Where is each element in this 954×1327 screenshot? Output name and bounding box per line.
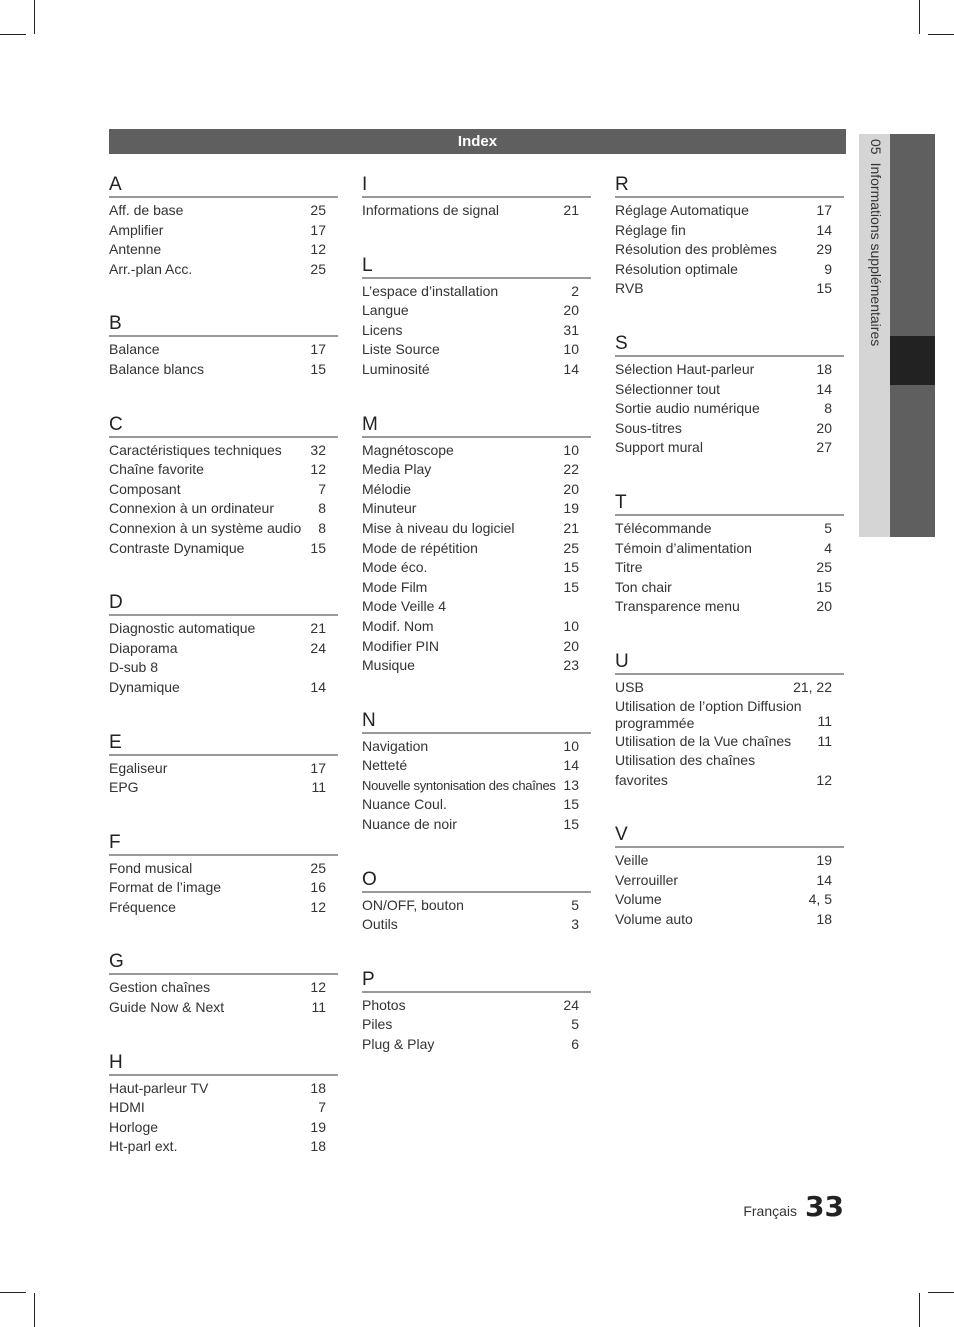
entry-page: 25 <box>310 859 326 876</box>
entry-term: Contraste Dynamique <box>109 539 245 556</box>
entry-term: Gestion chaînes <box>109 979 211 996</box>
section-letter: L <box>362 255 591 279</box>
entry-page: 8 <box>318 519 326 536</box>
index-entry <box>615 380 844 400</box>
entry-term: Connexion à un ordinateur <box>109 500 275 517</box>
index-entry <box>362 737 591 757</box>
index-entry <box>362 896 591 916</box>
entry-term: Licens <box>362 321 403 338</box>
entry-page: 19 <box>816 852 832 869</box>
entry-term: Photos <box>362 996 406 1013</box>
entry-page: 7 <box>318 480 326 497</box>
entry-term: Titre <box>615 559 643 576</box>
entry-page: 15 <box>563 816 579 833</box>
index-section-p <box>362 969 591 1055</box>
entry-page: 20 <box>563 302 579 319</box>
index-entry <box>109 998 338 1018</box>
entry-page: 20 <box>563 480 579 497</box>
index-entry <box>109 441 338 461</box>
entry-page: 9 <box>824 260 832 277</box>
footer-language: Français <box>743 1203 798 1219</box>
index-entry <box>362 996 591 1016</box>
index-entry <box>109 678 338 698</box>
entry-page: 25 <box>310 202 326 218</box>
index-entry <box>109 360 338 380</box>
entry-page: 6 <box>571 1036 579 1053</box>
entry-term: Amplifier <box>109 221 164 238</box>
index-entry <box>615 732 844 752</box>
crop-mark <box>34 0 35 34</box>
entry-term: D-sub 8 <box>109 659 159 676</box>
index-entry <box>109 1098 338 1118</box>
index-entry <box>615 260 844 280</box>
entry-page: 21, 22 <box>793 678 832 695</box>
index-entry <box>109 260 338 280</box>
entry-page: 17 <box>310 759 326 776</box>
entry-page: 18 <box>816 911 832 928</box>
index-entry <box>109 460 338 480</box>
index-entry <box>362 301 591 321</box>
entry-term: Egaliseur <box>109 759 168 776</box>
chapter-number: 05 <box>868 139 884 155</box>
entry-term: Mode éco. <box>362 559 428 576</box>
index-header <box>109 129 846 154</box>
entry-page: 11 <box>817 712 832 729</box>
crop-mark <box>0 34 26 35</box>
index-entry <box>109 499 338 519</box>
entry-page: 16 <box>310 879 326 896</box>
index-entry <box>362 340 591 360</box>
index-entry <box>362 1035 591 1055</box>
entry-term: Aff. de base <box>109 202 184 218</box>
entry-term: Caractéristiques techniques <box>109 441 282 458</box>
entry-term: Fond musical <box>109 859 193 876</box>
entry-page: 19 <box>563 500 579 517</box>
entry-term: Verrouiller <box>615 871 679 888</box>
entry-page: 19 <box>310 1118 326 1135</box>
entry-page: 10 <box>563 441 579 458</box>
crop-mark <box>928 1292 954 1293</box>
entry-term: L’espace d’installation <box>362 282 499 299</box>
index-entry <box>362 815 591 835</box>
entry-term: Luminosité <box>362 360 430 377</box>
entry-page: 2 <box>571 282 579 299</box>
entry-page: 14 <box>816 871 832 888</box>
page-footer <box>743 1190 844 1223</box>
index-entry <box>615 519 844 539</box>
entry-page: 15 <box>563 796 579 813</box>
entry-term: Mode Veille 4 <box>362 598 447 615</box>
index-entry <box>109 480 338 500</box>
entry-page: 12 <box>816 771 832 788</box>
entry-term: Liste Source <box>362 341 440 358</box>
index-entry <box>615 438 844 458</box>
section-letter: C <box>109 414 338 438</box>
section-letter: N <box>362 710 591 734</box>
entry-term: Fréquence <box>109 898 176 915</box>
entry-term: Mise à niveau du logiciel <box>362 519 515 536</box>
entry-term: Diagnostic automatique <box>109 620 256 637</box>
index-entry <box>615 578 844 598</box>
index-entry <box>362 282 591 302</box>
index-entry <box>109 978 338 998</box>
index-entry <box>109 878 338 898</box>
section-letter: G <box>109 951 338 975</box>
index-section-e <box>109 732 338 798</box>
entry-page: 11 <box>311 999 326 1016</box>
index-entry <box>362 637 591 657</box>
index-entry <box>109 1079 338 1099</box>
entry-page: 12 <box>310 461 326 478</box>
index-entry <box>362 480 591 500</box>
crop-mark <box>928 34 954 35</box>
index-section-s <box>615 333 844 458</box>
section-letter: A <box>109 174 338 198</box>
entry-page: 11 <box>311 779 326 796</box>
entry-term: Ton chair <box>615 578 672 595</box>
entry-term: Sous-titres <box>615 419 682 436</box>
entry-term: Sélection Haut-parleur <box>615 360 755 377</box>
index-entry <box>109 658 338 678</box>
entry-page: 20 <box>816 419 832 436</box>
index-column-1 <box>109 174 338 1191</box>
entry-term: Mode Film <box>362 578 428 595</box>
section-letter: S <box>615 333 844 357</box>
entry-page: 23 <box>563 657 579 674</box>
crop-mark <box>919 0 920 34</box>
section-letter: M <box>362 414 591 438</box>
entry-term: Sélectionner tout <box>615 380 721 397</box>
index-entry <box>615 890 844 910</box>
index-section-g <box>109 951 338 1017</box>
entry-page: 17 <box>816 202 832 218</box>
index-entry <box>109 201 338 221</box>
index-entry <box>615 240 844 260</box>
entry-page: 32 <box>310 441 326 458</box>
entry-page: 13 <box>563 776 579 793</box>
entry-term: Chaîne favorite <box>109 461 204 478</box>
index-entry <box>615 201 844 221</box>
entry-page: 14 <box>563 757 579 774</box>
index-section-c <box>109 414 338 559</box>
index-entry <box>615 678 844 698</box>
page-number: 33 <box>805 1190 844 1223</box>
entry-term: Plug & Play <box>362 1036 435 1053</box>
entry-term: RVB <box>615 280 644 297</box>
index-entry <box>362 321 591 341</box>
index-section-v <box>615 824 844 929</box>
entry-term: Piles <box>362 1016 393 1033</box>
entry-term: Modif. Nom <box>362 617 434 634</box>
index-entry <box>362 795 591 815</box>
index-section-o <box>362 869 591 935</box>
index-entry <box>109 539 338 559</box>
index-entry <box>362 656 591 676</box>
entry-term: Transparence menu <box>615 598 740 615</box>
index-entry <box>362 519 591 539</box>
index-section-l <box>362 255 591 380</box>
entry-page: 25 <box>310 260 326 277</box>
entry-term: Utilisation des chaînes favorites <box>615 752 756 788</box>
index-entry <box>109 1137 338 1157</box>
index-section-r <box>615 174 844 299</box>
index-entry <box>615 558 844 578</box>
index-entry <box>615 221 844 241</box>
entry-term: Format de l’image <box>109 879 222 896</box>
side-tab-marker <box>890 336 935 385</box>
entry-term: Mélodie <box>362 480 412 497</box>
entry-term: Musique <box>362 657 415 674</box>
entry-term: Minuteur <box>362 500 417 517</box>
entry-term: Arr.-plan Acc. <box>109 260 193 277</box>
entry-page: 22 <box>563 461 579 478</box>
section-letter: R <box>615 174 844 198</box>
entry-page: 15 <box>563 578 579 595</box>
section-letter: U <box>615 651 844 675</box>
index-entry <box>362 1015 591 1035</box>
entry-term: Antenne <box>109 241 162 258</box>
entry-term: Guide Now & Next <box>109 999 225 1016</box>
entry-term: Volume auto <box>615 911 693 928</box>
entry-term: ON/OFF, bouton <box>362 896 464 913</box>
entry-term: Nouvelle syntonisation des chaînes <box>362 777 556 793</box>
index-column-3 <box>615 174 844 964</box>
index-section-t <box>615 492 844 617</box>
section-letter: E <box>109 732 338 756</box>
entry-page: 15 <box>816 578 832 595</box>
section-letter: O <box>362 869 591 893</box>
index-entry <box>109 519 338 539</box>
entry-page: 15 <box>310 539 326 556</box>
section-letter: T <box>615 492 844 516</box>
index-entry <box>362 539 591 559</box>
section-letter: I <box>362 174 591 198</box>
page-title: Index <box>457 133 498 150</box>
entry-page: 10 <box>563 341 579 358</box>
section-letter: V <box>615 824 844 848</box>
entry-page: 21 <box>310 620 326 637</box>
entry-page: 12 <box>310 241 326 258</box>
entry-page: 17 <box>310 341 326 358</box>
index-entry <box>109 898 338 918</box>
entry-page: 18 <box>816 360 832 377</box>
index-entry <box>109 778 338 798</box>
index-entry <box>362 558 591 578</box>
index-entry <box>362 499 591 519</box>
entry-page: 24 <box>310 639 326 656</box>
index-section-h <box>109 1052 338 1157</box>
entry-page: 5 <box>571 1016 579 1033</box>
index-entry <box>615 419 844 439</box>
index-section-f <box>109 832 338 918</box>
entry-term: Haut-parleur TV <box>109 1079 209 1096</box>
entry-page: 15 <box>310 360 326 377</box>
index-entry <box>109 340 338 360</box>
index-entry <box>362 201 591 221</box>
entry-term: Modifier PIN <box>362 637 440 654</box>
entry-page: 4, 5 <box>808 891 832 908</box>
index-entry <box>109 639 338 659</box>
index-entry <box>109 240 338 260</box>
entry-page: 14 <box>816 221 832 238</box>
entry-term: Nuance de noir <box>362 816 457 833</box>
section-letter: P <box>362 969 591 993</box>
section-letter: H <box>109 1052 338 1076</box>
entry-term: Navigation <box>362 737 429 754</box>
section-letter: D <box>109 592 338 616</box>
section-letter: B <box>109 313 338 337</box>
entry-term: Témoin d’alimentation <box>615 539 752 556</box>
side-tab-label <box>868 139 884 346</box>
crop-mark <box>0 1292 26 1293</box>
entry-term: Utilisation de la Vue chaînes <box>615 732 792 749</box>
entry-page: 27 <box>816 439 832 456</box>
entry-page: 10 <box>563 737 579 754</box>
entry-page: 25 <box>816 559 832 576</box>
entry-page: 14 <box>563 360 579 377</box>
index-entry <box>362 360 591 380</box>
index-section-n <box>362 710 591 835</box>
entry-term: Diaporama <box>109 639 178 656</box>
entry-page: 18 <box>310 1079 326 1096</box>
index-entry <box>362 597 591 617</box>
index-entry <box>109 1118 338 1138</box>
entry-term: Informations de signal <box>362 202 499 218</box>
entry-term: Connexion à un système audio <box>109 519 302 536</box>
chapter-title: Informations supplémentaires <box>868 162 884 347</box>
entry-page: 24 <box>563 996 579 1013</box>
index-section-b <box>109 313 338 379</box>
entry-page: 20 <box>563 637 579 654</box>
index-entry <box>109 221 338 241</box>
entry-page: 25 <box>563 539 579 556</box>
entry-page: 8 <box>824 400 832 417</box>
entry-term: Netteté <box>362 757 408 774</box>
index-entry <box>615 597 844 617</box>
entry-term: Langue <box>362 302 409 319</box>
entry-term: Sortie audio numérique <box>615 400 760 417</box>
entry-page: 20 <box>816 598 832 615</box>
entry-page: 21 <box>563 519 579 536</box>
entry-term: Horloge <box>109 1118 159 1135</box>
entry-page: 17 <box>310 221 326 238</box>
index-entry <box>362 460 591 480</box>
entry-term: Volume <box>615 891 662 908</box>
index-section-u <box>615 651 844 790</box>
entry-page: 15 <box>816 280 832 297</box>
entry-page: 7 <box>318 1099 326 1116</box>
index-entry <box>615 360 844 380</box>
entry-term: Veille <box>615 852 649 869</box>
entry-page: 5 <box>824 519 832 536</box>
entry-page: 29 <box>816 241 832 258</box>
index-entry <box>362 915 591 935</box>
entry-page: 14 <box>816 380 832 397</box>
index-entry <box>615 851 844 871</box>
index-entry <box>615 279 844 299</box>
entry-term: USB <box>615 678 644 695</box>
entry-term: Nuance Coul. <box>362 796 447 813</box>
entry-page: 5 <box>571 896 579 913</box>
entry-term: Dynamique <box>109 678 180 695</box>
index-column-2 <box>362 174 591 1089</box>
entry-term: Télécommande <box>615 519 712 536</box>
index-entry <box>615 698 844 732</box>
entry-page: 3 <box>571 916 579 933</box>
entry-term: Media Play <box>362 461 432 478</box>
entry-page: 12 <box>310 898 326 915</box>
entry-page: 10 <box>563 617 579 634</box>
entry-term: EPG <box>109 779 139 796</box>
entry-page: 11 <box>817 732 832 749</box>
crop-mark <box>34 1293 35 1327</box>
entry-page: 31 <box>563 321 579 338</box>
index-entry <box>109 859 338 879</box>
entry-term: Réglage Automatique <box>615 202 749 218</box>
index-entry <box>109 619 338 639</box>
entry-term: Support mural <box>615 439 703 456</box>
entry-term: Magnétoscope <box>362 441 454 458</box>
entry-term: Résolution des problèmes <box>615 241 777 258</box>
entry-term: Ht-parl ext. <box>109 1138 178 1155</box>
entry-term: Résolution optimale <box>615 260 738 277</box>
index-section-m <box>362 414 591 676</box>
index-entry <box>362 578 591 598</box>
index-section-a <box>109 174 338 279</box>
entry-term: Composant <box>109 480 181 497</box>
index-entry <box>362 756 591 776</box>
entry-page: 8 <box>318 500 326 517</box>
entry-page: 21 <box>563 202 579 218</box>
entry-term: Réglage fin <box>615 221 686 238</box>
index-entry <box>362 776 591 796</box>
index-entry <box>362 441 591 461</box>
entry-term: HDMI <box>109 1099 145 1116</box>
index-entry <box>615 751 844 790</box>
entry-term: Balance <box>109 341 160 358</box>
section-letter: F <box>109 832 338 856</box>
index-entry <box>109 759 338 779</box>
entry-term: Utilisation de l’option Diffusion programmée <box>615 697 802 731</box>
entry-page: 12 <box>310 979 326 996</box>
index-entry <box>362 617 591 637</box>
index-entry <box>615 539 844 559</box>
index-section-d <box>109 592 338 697</box>
entry-page: 4 <box>824 539 832 556</box>
entry-term: Mode de répétition <box>362 539 478 556</box>
entry-term: Outils <box>362 916 398 933</box>
entry-page: 18 <box>310 1138 326 1155</box>
entry-page: 15 <box>563 559 579 576</box>
index-section-i <box>362 174 591 221</box>
index-entry <box>615 871 844 891</box>
entry-page: 14 <box>310 678 326 695</box>
entry-term: Balance blancs <box>109 360 204 377</box>
index-entry <box>615 399 844 419</box>
index-entry <box>615 910 844 930</box>
crop-mark <box>919 1293 920 1327</box>
